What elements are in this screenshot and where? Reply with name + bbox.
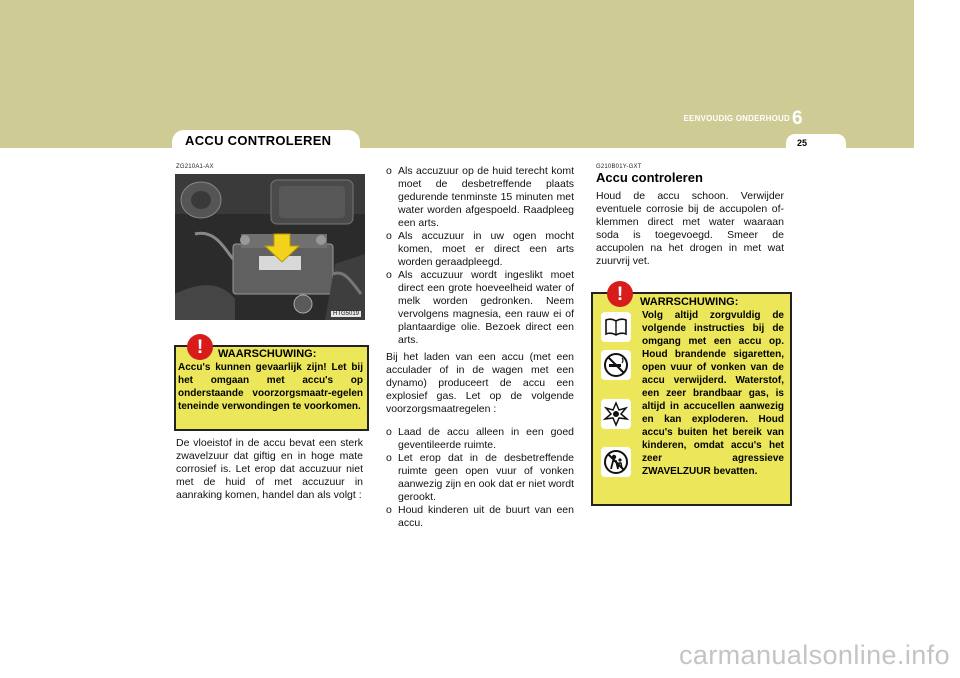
charging-paragraph — [386, 351, 574, 416]
page-number: 25 — [797, 138, 808, 148]
list-item: o Houd kinderen uit de buurt van een accu. — [386, 504, 574, 529]
list-item: o Let erop dat in de desbetreffende ruimte geen open vuur of vonken aanwezig zijn en ook dat er niet wordt gerookt. — [386, 452, 574, 503]
no-smoking-icon — [601, 350, 631, 380]
charging-precautions-list — [386, 426, 574, 530]
figure-code: ZG210A1-AX — [176, 164, 214, 170]
page-tab — [786, 134, 846, 154]
list-item: o Als accuzuur wordt ingeslikt moet direct een grote hoeveelheid water of melk worden gedronken. Neem vervolgens magnesia, een rauw ei of plantaardige olie. Bezoek direct een arts. — [386, 269, 574, 346]
engine-bay-illustration — [175, 174, 365, 320]
section-title: ACCU CONTROLEREN — [185, 133, 332, 148]
list-item: o Als accuzuur op de huid terecht komt moet de desbetreffende plaats gedurende tenminste 15 minuten met water worden afgespoeld. Raadpleeg een arts. — [386, 165, 574, 229]
warning-text-left: Accu's kunnen gevaarlijk zijn! Let bij het omgaan met accu's op onderstaande voorzorgsmaatr-egelen teneinde verwondingen te voorkomen. — [178, 362, 363, 412]
warning-heading-right: WARRSCHUWING: — [640, 296, 739, 308]
header-band — [0, 0, 914, 148]
manual-book-icon — [601, 312, 631, 342]
section-code: G210B01Y-GXT — [596, 164, 642, 170]
list-item: o Als accuzuur in uw ogen mocht komen, moet er direct een arts worden geraadpleegd. — [386, 230, 574, 268]
explosion-hazard-icon — [601, 399, 631, 429]
warning-heading-left: WAARSCHUWING: — [218, 348, 317, 360]
watermark: carmanualsonline.info — [678, 640, 950, 670]
battery-photo — [175, 174, 365, 320]
keep-children-away-icon — [601, 447, 631, 477]
chapter-label: EENVOUDIG ONDERHOUD — [683, 114, 790, 123]
charging-paragraph-text: Bij het laden van een accu (met een acculader of in de wagen met een dynamo) produceert de accu een explosief gas. Let op de volgende voorzorgsmaatregelen : — [386, 351, 574, 415]
warning-exclamation-icon: ! — [187, 334, 213, 360]
right-paragraph-text: Houd de accu schoon. Verwijder eventuele corrosie bij de accupolen of-klemmen direct met water waaraan soda is toegevoegd. Smeer de accupolen na het drogen in met wat zuurvrij vet. — [596, 190, 784, 267]
chapter-number: 6 — [792, 108, 803, 129]
photo-code: HTG5019 — [332, 311, 359, 317]
acid-contact-list — [386, 165, 574, 347]
left-paragraph-text: De vloeistof in de accu bevat een sterk zwavelzuur dat giftig en in hoge mate corrosief is. Let erop dat accuzuur niet met de huid of met accuzuur in aanraking komen, handel dan als volgt : — [176, 437, 363, 501]
warning-text-right: Volg altijd zorgvuldig de volgende instructies bij de omgang met een accu op. Houd brandende sigaretten, open vuur of vonken van de accu verwijderd. Waterstof, een zeer brandbaar gas, is altijd in accucellen aanwezig en kan exploderen. Houd accu's buiten het bereik van kinderen, omdat accu's het zeer agressieve ZWAVELZUUR bevatten. — [642, 310, 784, 477]
warning-exclamation-icon: ! — [607, 281, 633, 307]
list-item: o Laad de accu alleen in een goed geventileerde ruimte. — [386, 426, 574, 451]
left-paragraph — [176, 437, 363, 502]
accu-check-title: Accu controleren — [596, 170, 703, 185]
right-paragraph — [596, 190, 784, 268]
